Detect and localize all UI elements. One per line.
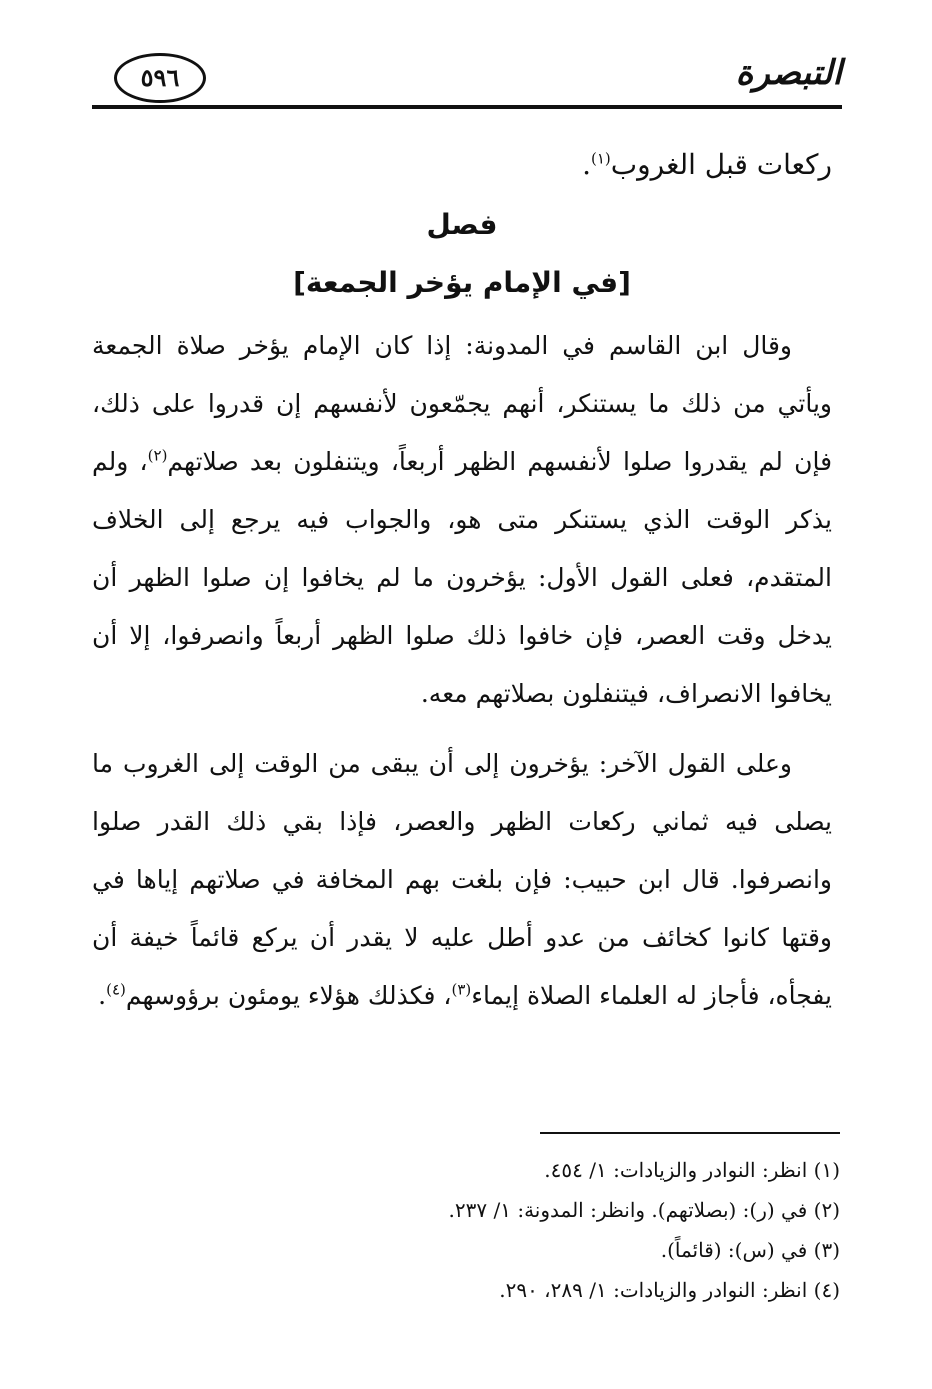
book-title: التبصرة <box>735 53 842 93</box>
chapter-heading: فصل <box>426 208 498 241</box>
footnote-4: (٤) انظر: النوادر والزيادات: ١/ ٢٨٩، ٢٩٠. <box>499 1278 840 1302</box>
header-rule <box>92 105 842 109</box>
footnotes <box>100 1150 840 1310</box>
paragraph-1 <box>92 317 832 723</box>
page-header <box>92 45 842 135</box>
paragraph-1-text-b: ، ولم يذكر الوقت الذي يستنكر متى هو، والجواب فيه يرجع إلى الخلاف المتقدم، فعلى القول الأول: يؤخرون ما لم يخافوا إن صلوا الظهر أن يدخل وقت العصر، فإن خافوا ذلك صلوا الظهر أربعاً وانصرفوا، إلا أن يخافوا الانصراف، فيتنفلون بصلاتهم معه. <box>92 447 832 708</box>
footnote-1: (١) انظر: النوادر والزيادات: ١/ ٤٥٤. <box>544 1158 840 1182</box>
footnote-ref-1[interactable]: (١) <box>590 149 611 168</box>
continuation-text: ركعات قبل الغروب <box>610 148 832 181</box>
main-text <box>92 135 832 1037</box>
footnote-ref-4[interactable]: (٤) <box>106 980 126 999</box>
footnote-separator <box>540 1132 840 1134</box>
footnote-ref-3[interactable]: (٣) <box>451 980 472 999</box>
continuation-line <box>92 135 832 195</box>
footnote-ref-2[interactable]: (٢) <box>147 446 168 465</box>
footnote-3: (٣) في (س): (قائماً). <box>660 1238 840 1262</box>
paragraph-1-text-a: وقال ابن القاسم في المدونة: إذا كان الإمام يؤخر صلاة الجمعة ويأتي من ذلك ما يستنكر، أنهم يجمّعون لأنفسهم إن قدروا على ذلك، فإن لم يقدروا صلوا لأنفسهم الظهر أربعاً، ويتنفلون بعد صلاتهم <box>92 331 833 476</box>
paragraph-2-text-b: ، فكذلك هؤلاء يومئون برؤوسهم <box>125 981 452 1010</box>
paragraph-2-end: . <box>98 981 107 1010</box>
footnote-2: (٢) في (ر): (بصلاتهم). وانظر: المدونة: ١/ ٢٣٧. <box>448 1198 840 1222</box>
continuation-end: . <box>582 148 591 181</box>
section-title: [في الإمام يؤخر الجمعة] <box>293 266 631 299</box>
page-number: ٥٩٦ <box>114 53 206 103</box>
paragraph-2-text-a: وعلى القول الآخر: يؤخرون إلى أن يبقى من الوقت إلى الغروب ما يصلى فيه ثماني ركعات الظهر والعصر، فإذا بقي ذلك القدر صلوا وانصرفوا. قال ابن حبيب: فإن بلغت بهم المخافة في صلاتهم إياها في وقتها كانوا كخائف من عدو أطل عليه لا يقدر أن يركع قائماً خيفة أن يفجأه، فأجاز له العلماء الصلاة إيماء <box>92 749 832 1010</box>
paragraph-2 <box>92 735 832 1025</box>
